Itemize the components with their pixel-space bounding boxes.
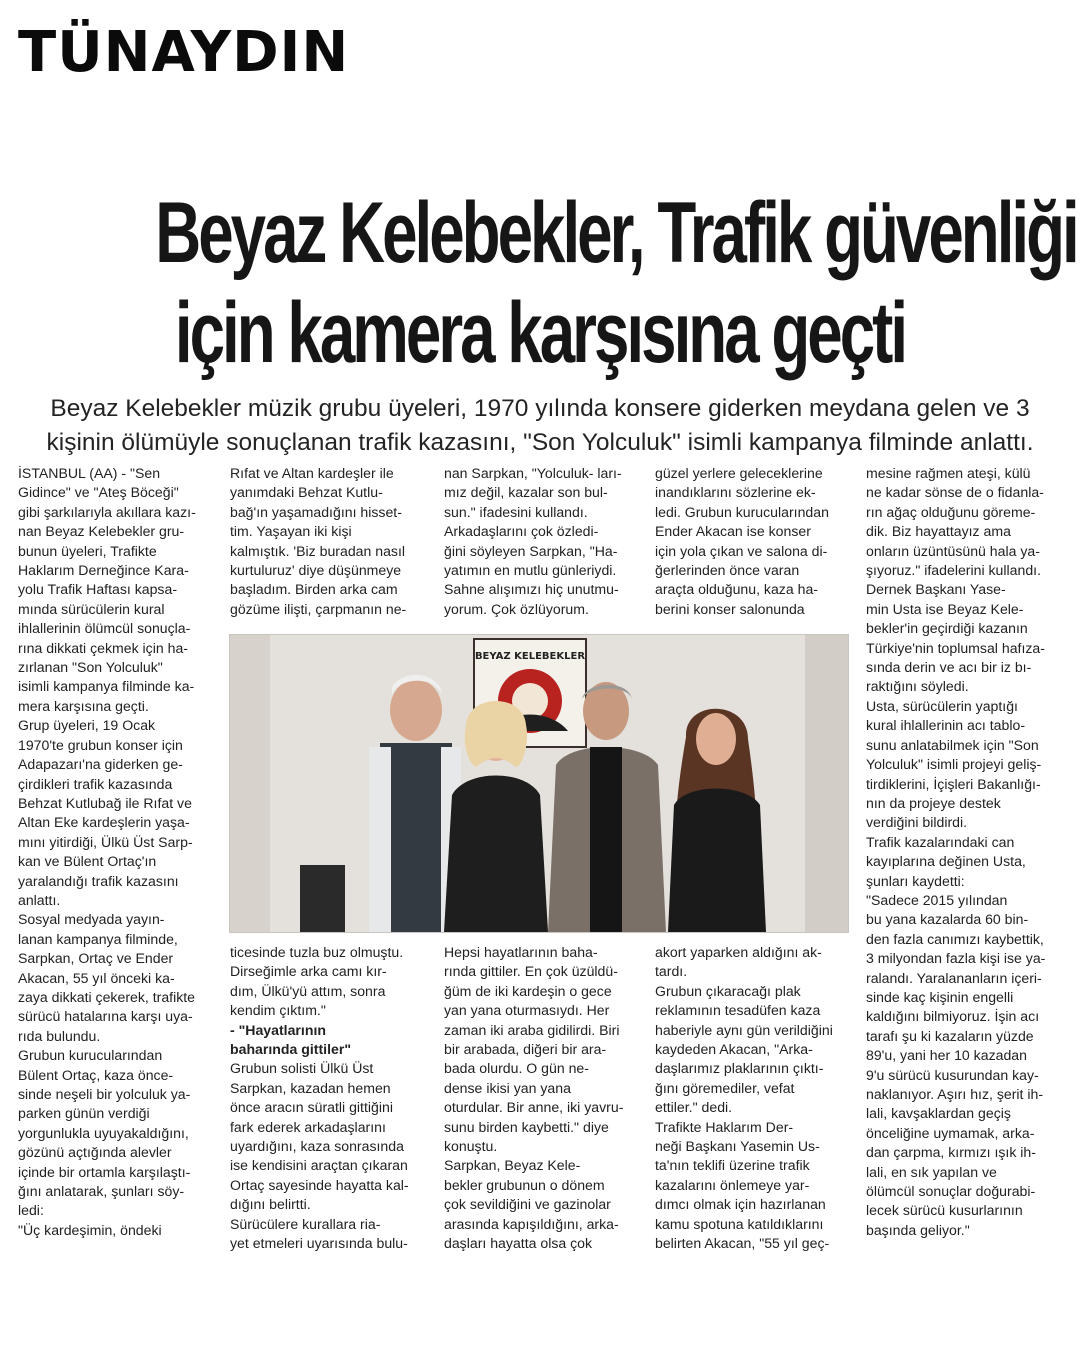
text-line: önce aracın süratli gittiğini bbox=[230, 1099, 393, 1116]
text-line: Grubun kurucularından bbox=[18, 1047, 163, 1064]
text-line: şunları kaydetti: bbox=[866, 872, 965, 889]
text-line: parken günün verdiği bbox=[18, 1105, 150, 1122]
text-line: dan çarpma, kırmızı ışık ih- bbox=[866, 1144, 1036, 1161]
text-line: naklanıyor. Aşırı hız, şerit ih- bbox=[866, 1086, 1044, 1102]
text-line: rında gittiler. En çok üzüldü- bbox=[444, 963, 618, 980]
text-line: Grup üyeleri, 19 Ocak bbox=[18, 717, 156, 734]
text-line: kaldığını bilmiyoruz. İşin acı bbox=[866, 1008, 1040, 1025]
article-column-4 bbox=[655, 464, 851, 619]
text-line: kaydeden Akacan, "Arka- bbox=[655, 1041, 813, 1058]
text-line: den fazla canımızı kaybettik, bbox=[866, 930, 1044, 947]
text-line: ne kadar sönse de o fidanla- bbox=[866, 484, 1044, 501]
text-line: 1970'te grubun konser için bbox=[18, 736, 183, 753]
text-line: yet etmeleri uyarısında bulu- bbox=[230, 1235, 408, 1252]
text-line: zaya dikkati çekerek, trafikte bbox=[18, 988, 196, 1005]
text-line: berini konser salonunda bbox=[655, 600, 805, 617]
text-line: ğerlerinden önce varan bbox=[655, 562, 800, 579]
text-line: daşlarımız plaklarının çıktı- bbox=[655, 1060, 824, 1077]
text-line: reklamının tesadüfen kaza bbox=[655, 1002, 821, 1019]
text-line: onların üzüntüsünü hala ya- bbox=[866, 542, 1040, 559]
text-line: kazalarını önlemeye yar- bbox=[655, 1176, 810, 1193]
text-line: yolu Trafik Haftası kapsa- bbox=[18, 581, 178, 598]
poster-text: BEYAZ KELEBEKLER bbox=[474, 651, 586, 662]
text-line: yan yana oturmasıydı. Her bbox=[444, 1002, 610, 1019]
text-line: başladım. Birden arka cam bbox=[230, 581, 398, 598]
text-line: kan ve Bülent Ortaç'ın bbox=[18, 853, 157, 870]
text-line: nan Beyaz Kelebekler gru- bbox=[18, 523, 185, 540]
text-line: araçta olduğunu, kaza ha- bbox=[655, 581, 818, 598]
text-line: sinde neşeli bir yolculuk ya- bbox=[18, 1086, 191, 1102]
text-line: mını yitirdiği, Ülkü Üst Sarp- bbox=[18, 833, 193, 850]
text-line: yorgunlukla uyuyakaldığını, bbox=[18, 1124, 189, 1141]
text-line: Haklarım Derneğince Kara- bbox=[18, 562, 189, 579]
text-line: mera karşısına geçti. bbox=[18, 697, 149, 714]
article-column-3 bbox=[444, 464, 640, 619]
text-line: bağ'ın yaşamadığını hisset- bbox=[230, 503, 402, 520]
text-line: gözünü açtığında alevler bbox=[18, 1144, 172, 1161]
text-line: için yola çıkan ve salona di- bbox=[655, 542, 828, 559]
text-line: dımcı olmak için hazırlanan bbox=[655, 1196, 826, 1213]
text-line: kayıplarına değinen Usta, bbox=[866, 853, 1026, 870]
article-column-2 bbox=[230, 464, 426, 619]
text-line: başında geliyor." bbox=[866, 1221, 970, 1238]
text-line: verdiğini bildirdi. bbox=[866, 814, 968, 831]
text-line: önceliğine uymamak, arka- bbox=[866, 1124, 1035, 1141]
text-line: yatımın en mutlu günleriydi. bbox=[444, 562, 617, 579]
text-line: Akacan, 55 yıl önceki ka- bbox=[18, 969, 175, 986]
text-line: rıda bulundu. bbox=[18, 1027, 101, 1044]
text-line: ğını anlatarak, şunları söy- bbox=[18, 1183, 185, 1200]
text-line: Adapazarı'na giderken ge- bbox=[18, 756, 183, 773]
text-line: sinde kaç kişinin engelli bbox=[866, 988, 1014, 1005]
text-line: Sosyal medyada yayın- bbox=[18, 911, 165, 928]
text-line: mesine rağmen ateşi, külü bbox=[866, 465, 1031, 481]
text-line: bu yana kazalarda 60 bin- bbox=[866, 911, 1029, 928]
article-column-5 bbox=[866, 464, 1062, 1240]
text-line: nan Sarpkan, "Yolculuk- ları- bbox=[444, 465, 622, 481]
text-line: Hepsi hayatlarının baha- bbox=[444, 944, 598, 960]
text-line: ihlallerinin ölümcül sonuçla- bbox=[18, 620, 191, 637]
subheadline bbox=[14, 392, 1066, 460]
text-line: "Sadece 2015 yılından bbox=[866, 891, 1008, 908]
text-line: lali, en sık yapılan ve bbox=[866, 1163, 997, 1180]
subtitle-line-2: baharında gittiler" bbox=[230, 1041, 352, 1058]
brand-logo: TÜNAYDIN bbox=[18, 20, 350, 85]
text-line: min Usta ise Beyaz Kele- bbox=[866, 600, 1024, 617]
text-line: Gidince" ve "Ateş Böceği" bbox=[18, 484, 179, 501]
text-line: kendim çıktım." bbox=[230, 1002, 326, 1019]
subheadline-line-1: Beyaz Kelebekler müzik grubu üyeleri, 1970 yılında konsere giderken meydana gelen ve 3 bbox=[50, 395, 1030, 422]
text-line: Trafikte Haklarım Der- bbox=[655, 1118, 794, 1135]
text-line: tirdiklerini, İçişleri Bakanlığı- bbox=[866, 775, 1041, 792]
text-line: ta'nın teklifi üzerine trafik bbox=[655, 1157, 810, 1174]
text-line: Grubun solisti Ülkü Üst bbox=[230, 1060, 374, 1077]
text-line: Dernek Başkanı Yase- bbox=[866, 581, 1006, 598]
article-column-2-lower bbox=[230, 943, 426, 1254]
text-line: dense ikisi yan yana bbox=[444, 1079, 571, 1096]
text-line: tim. Yaşayan iki kişi bbox=[230, 523, 352, 540]
text-line: bada olurdu. O gün ne- bbox=[444, 1060, 589, 1077]
text-line: inandıklarını sözlerine ek- bbox=[655, 484, 816, 501]
text-line: dığını belirtti. bbox=[230, 1196, 311, 1213]
text-line: bekler'in geçirdiği kazanın bbox=[866, 620, 1028, 637]
text-line: bir arabada, diğeri bir ara- bbox=[444, 1041, 607, 1058]
article-column-4-lower bbox=[655, 943, 851, 1254]
text-line: kurtuluruz' diye düşünmeye bbox=[230, 562, 402, 579]
text-line: 3 milyondan fazla kişi ise ya- bbox=[866, 950, 1046, 967]
group-photo-illustration bbox=[230, 635, 848, 932]
text-line: ise kendisini araçtan çıkaran bbox=[230, 1157, 408, 1174]
text-line: ölümcül sonuçlar doğurabi- bbox=[866, 1183, 1036, 1200]
text-line: ledi. Grubun kurucularından bbox=[655, 503, 829, 520]
headline bbox=[155, 183, 1077, 383]
text-line: güzel yerlere geleceklerine bbox=[655, 465, 823, 481]
text-line: konuştu. bbox=[444, 1138, 498, 1155]
article-column-1 bbox=[18, 464, 214, 1240]
text-line: Arkadaşlarını çok özledi- bbox=[444, 523, 599, 540]
text-line: Türkiye'nin toplumsal hafıza- bbox=[866, 639, 1045, 656]
text-line: Usta, sürücülerin yaptığı bbox=[866, 697, 1018, 714]
text-line: Sürücülere kurallara ria- bbox=[230, 1215, 381, 1232]
text-line: rın ağaç olduğunu göreme- bbox=[866, 503, 1036, 520]
text-line: Trafik kazalarındaki can bbox=[866, 833, 1015, 850]
text-line: gözüme ilişti, çarpmanın ne- bbox=[230, 600, 407, 617]
text-line: tardı. bbox=[655, 963, 688, 980]
text-line: mında sürücülerin kural bbox=[18, 600, 165, 617]
text-line: yanımdaki Behzat Kutlu- bbox=[230, 484, 383, 501]
text-line: Sarpkan, kazadan hemen bbox=[230, 1079, 391, 1096]
text-line: 9'u sürücü kusurundan kay- bbox=[866, 1066, 1039, 1083]
text-line: çirdikleri trafik kazasında bbox=[18, 775, 173, 792]
text-line: zırlanan "Son Yolculuk" bbox=[18, 659, 163, 676]
text-line: sunu anlatabilmek için "Son bbox=[866, 736, 1039, 753]
text-line: nın da projeye destek bbox=[866, 794, 1001, 811]
text-line: arasında kapışıldığını, arka- bbox=[444, 1215, 619, 1232]
text-line: bunun üyeleri, Trafikte bbox=[18, 542, 157, 559]
text-line: dım, Ülkü'yü attım, sonra bbox=[230, 982, 386, 999]
text-line: bekler grubunun o dönem bbox=[444, 1176, 605, 1193]
text-line: oturdular. Bir anne, iki yavru- bbox=[444, 1099, 624, 1116]
text-line: Dirseğimle arka camı kır- bbox=[230, 963, 387, 980]
text-line: ettiler." dedi. bbox=[655, 1099, 733, 1116]
text-line: Ortaç sayesinde hayatta kal- bbox=[230, 1176, 409, 1193]
text-line: ralandı. Yaralananların içeri- bbox=[866, 969, 1042, 986]
text-line: Rıfat ve Altan kardeşler ile bbox=[230, 465, 394, 481]
subtitle-line-1: - "Hayatlarının bbox=[230, 1021, 326, 1038]
text-line: ledi: bbox=[18, 1202, 44, 1219]
headline-line-1: Beyaz Kelebekler, Trafik güvenliği bbox=[155, 185, 1077, 281]
text-line: Behzat Kutlubağ ile Rıfat ve bbox=[18, 794, 192, 811]
text-line: gibi şarkılarıyla akıllara kazı- bbox=[18, 503, 196, 520]
text-line: Sarpkan, Beyaz Kele- bbox=[444, 1157, 581, 1174]
text-line: fark ederek arkadaşlarını bbox=[230, 1118, 386, 1135]
text-line: yaralandığı trafik kazasını bbox=[18, 872, 179, 889]
text-line: 89'u, yani her 10 kazadan bbox=[866, 1047, 1027, 1064]
text-line: kamu spotuna katıldıklarını bbox=[655, 1215, 824, 1232]
text-line: akort yaparken aldığını ak- bbox=[655, 944, 822, 960]
text-line: Grubun çıkaracağı plak bbox=[655, 982, 801, 999]
text-line: Ender Akacan ise konser bbox=[655, 523, 811, 540]
text-line: zaman iki araba gidilirdi. Biri bbox=[444, 1021, 620, 1038]
text-line: isimli kampanya filminde ka- bbox=[18, 678, 195, 695]
subheadline-line-2: kişinin ölümüyle sonuçlanan trafik kazasını, "Son Yolculuk" isimli kampanya filminde anlattı. bbox=[46, 429, 1034, 456]
text-line: ğüm de iki kardeşin o gece bbox=[444, 982, 612, 999]
text-line: Altan Eke kardeşlerin yaşa- bbox=[18, 814, 190, 831]
text-line: şıyoruz." ifadelerini kullandı. bbox=[866, 562, 1041, 579]
text-line: sunu birden kaybetti." diye bbox=[444, 1118, 609, 1135]
text-line: Bülent Ortaç, kaza önce- bbox=[18, 1066, 174, 1083]
text-line: ticesinde tuzla buz olmuştu. bbox=[230, 944, 404, 960]
text-line: İSTANBUL (AA) - "Sen bbox=[18, 465, 161, 481]
text-line: mız değil, kazalar son bul- bbox=[444, 484, 608, 501]
text-line: yorum. Çok özlüyorum. bbox=[444, 600, 589, 617]
text-line: belirten Akacan, "55 yıl geç- bbox=[655, 1235, 830, 1252]
text-line: sun." ifadesini kullandı. bbox=[444, 503, 588, 520]
text-line: ğını göremediler, vefat bbox=[655, 1079, 795, 1096]
text-line: anlattı. bbox=[18, 891, 61, 908]
text-line: lecek sürücü kusurlarının bbox=[866, 1202, 1023, 1219]
text-line: daşları hayatta olsa çok bbox=[444, 1235, 593, 1252]
text-line: sında derin ve acı bir iz bı- bbox=[866, 659, 1032, 676]
text-line: uyardığını, kaza sonrasında bbox=[230, 1138, 404, 1155]
article-column-3-lower bbox=[444, 943, 640, 1254]
text-line: "Üç kardeşimin, öndeki bbox=[18, 1221, 162, 1238]
text-line: çok sevildiğini ve gazinolar bbox=[444, 1196, 611, 1213]
text-line: kalmıştık. 'Biz buradan nasıl bbox=[230, 542, 406, 559]
text-line: lanan kampanya filminde, bbox=[18, 930, 178, 947]
text-line: neği Başkanı Yasemin Us- bbox=[655, 1138, 820, 1155]
text-line: Sarpkan, Ortaç ve Ender bbox=[18, 950, 174, 967]
text-line: içinde bir ortamla karşılaştı- bbox=[18, 1163, 191, 1180]
text-line: kural ihlallerinin acı tablo- bbox=[866, 717, 1026, 734]
headline-line-2: için kamera karşısına geçti bbox=[174, 285, 906, 381]
text-line: ğini söyleyen Sarpkan, "Ha- bbox=[444, 542, 618, 559]
text-line: raktığını söyledi. bbox=[866, 678, 969, 695]
text-line: lali, kavşaklardan geçiş bbox=[866, 1105, 1011, 1122]
text-line: haberiyle aynı gün verildiğini bbox=[655, 1021, 833, 1038]
group-photo bbox=[229, 634, 849, 933]
text-line: dik. Biz hayattayız ama bbox=[866, 523, 1011, 540]
text-line: rına dikkati çekmek için ha- bbox=[18, 639, 188, 656]
text-line: tarafı şu ki kazaların yüzde bbox=[866, 1027, 1034, 1044]
text-line: sürücü hatalarına karşı uya- bbox=[18, 1008, 193, 1025]
text-line: Yolculuk" isimli projeyi geliş- bbox=[866, 756, 1042, 773]
text-line: Sahne alışımızı hiç unutmu- bbox=[444, 581, 619, 598]
